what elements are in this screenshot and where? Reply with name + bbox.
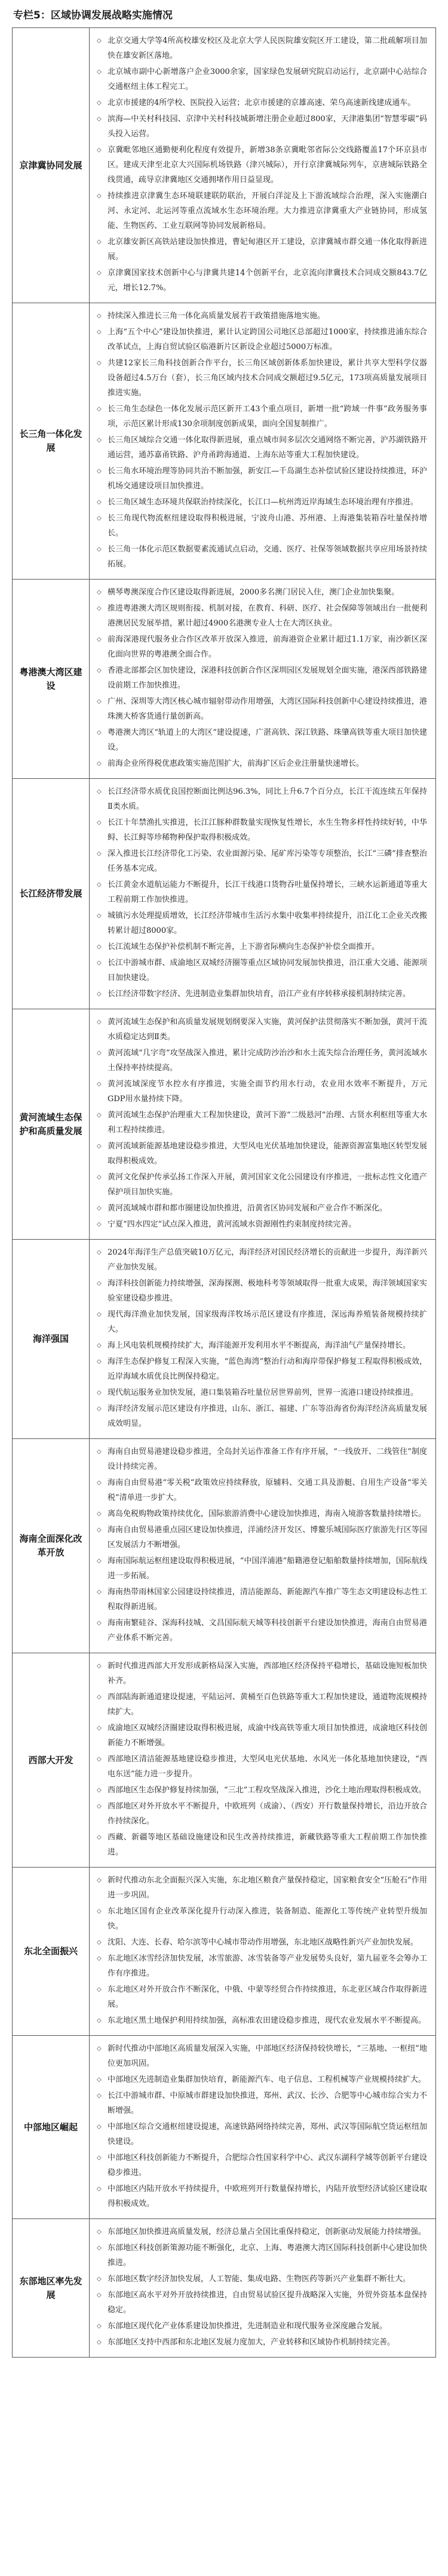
region-row [13, 1868, 436, 2036]
diamond-bullet-icon: ◇ [97, 960, 102, 966]
diamond-bullet-icon: ◇ [97, 1787, 102, 1794]
diamond-bullet-icon: ◇ [97, 1939, 102, 1946]
list-item [97, 1585, 427, 1614]
list-item [97, 64, 427, 94]
list-item [97, 1201, 427, 1216]
diamond-bullet-icon: ◇ [97, 546, 102, 553]
region-items [90, 2219, 436, 2358]
diamond-bullet-icon: ◇ [97, 515, 102, 522]
item-text: 上海“五个中心”建设加快推进，累计认定跨国公司地区总部超过1000家，持续推进浦东综合改革试点，上海自贸试验区临港新片区新设企业超过5000万标准。 [108, 328, 427, 352]
item-text: 东部地区加快推进高质量发展，经济总量占全国比重保持稳定，创新驱动发展能力持续增强。 [108, 2227, 426, 2236]
diamond-bullet-icon: ◇ [97, 2245, 102, 2251]
list-item [97, 1904, 427, 1934]
list-item [97, 464, 427, 494]
diamond-bullet-icon: ◇ [97, 313, 102, 319]
list-item [97, 1217, 427, 1232]
item-text: 长三角生态绿色一体化发展示范区新开工43个重点项目，新增一批“跨域一件事”政务服务事项，示范区累计形成130余项制度创新成果，面向全国复制推广。 [108, 405, 427, 429]
list-item [97, 309, 427, 323]
region-name: 海南全面深化改革开放 [13, 1439, 90, 1653]
item-text: 广州、深圳等大湾区核心城市辐射带动作用增强，大湾区国际科技创新中心建设持续推进，港珠澳大桥客货通行量创新高。 [108, 697, 427, 721]
diamond-bullet-icon: ◇ [97, 1174, 102, 1181]
diamond-bullet-icon: ◇ [97, 760, 102, 767]
list-item [97, 2288, 427, 2318]
item-text: 前海企业所得税优惠政策实施范围扩大，前海扩区后企业注册量快速增长。 [108, 759, 364, 768]
diamond-bullet-icon: ◇ [97, 69, 102, 75]
item-text: 中部地区综合交通枢纽建设提速，高速铁路网络持续完善，郑州、武汉等国际航空货运枢纽加快建设。 [108, 2122, 427, 2146]
item-text: 黄河流域生态保护治理重大工程加快建设，黄河下游“二级悬河”治理、古贤水利枢纽等重大水利工程持续推进。 [108, 1111, 427, 1135]
diamond-bullet-icon: ◇ [97, 819, 102, 826]
region-items [90, 28, 436, 303]
list-item [97, 2181, 427, 2211]
list-item [97, 694, 427, 724]
item-text: 长三角区域生态环境共保联治持续深化，长江口—杭州湾近岸海域生态环境治理有序推进。 [108, 498, 419, 507]
diamond-bullet-icon: ◇ [97, 193, 102, 199]
list-item [97, 1721, 427, 1751]
list-item [97, 956, 427, 985]
list-item [97, 1935, 427, 1950]
list-item [97, 1783, 427, 1798]
diamond-bullet-icon: ◇ [97, 1803, 102, 1810]
list-item [97, 1444, 427, 1474]
item-text: 海南自由贸易港建设稳步推进，全岛封关运作准备工作有序开展，“一线放开、二线管住”制度设计持续完善。 [108, 1447, 427, 1471]
diamond-bullet-icon: ◇ [97, 1221, 102, 1228]
item-text: 2024年海洋生产总值突破10万亿元，海洋经济对国民经济增长的贡献进一步提升，海洋新兴产业加快发展。 [108, 1248, 427, 1272]
item-text: 城镇污水处理提质增效，长江经济带城市生活污水集中收集率持续提升，沿江化工企业关改搬转累计超过8000家。 [108, 911, 427, 935]
region-items [90, 1009, 436, 1240]
item-text: 长江中游城市群、中原城市群建设加快推进，郑州、武汉、长沙、合肥等中心城市综合实力不断增强。 [108, 2091, 427, 2115]
list-item [97, 2150, 427, 2180]
diamond-bullet-icon: ◇ [97, 38, 102, 44]
diamond-bullet-icon: ◇ [97, 913, 102, 919]
diamond-bullet-icon: ◇ [97, 1449, 102, 1455]
item-text: 成渝地区双城经济圈建设取得积极进展，成渝中线高铁等重大项目加快推进，成渝地区科技创新能力不断增强。 [108, 1724, 427, 1748]
item-text: 长三角现代物流枢纽建设取得积极进展，宁波舟山港、苏州港、上海港集装箱吞吐量保持增长。 [108, 514, 427, 538]
region-items [90, 2036, 436, 2219]
list-item [97, 33, 427, 63]
diamond-bullet-icon: ◇ [97, 1143, 102, 1150]
diamond-bullet-icon: ◇ [97, 605, 102, 612]
item-text: 黄河文化保护传承弘扬工作深入开展，黄河国家文化公园建设有序推进，一批标志性文化遗产保护项目加快实施。 [108, 1173, 427, 1197]
diamond-bullet-icon: ◇ [97, 2229, 102, 2235]
item-text: 西部地区生态保护修复持续加强，“三北”工程攻坚战深入推进，沙化土地治理取得积极成效。 [108, 1786, 426, 1795]
region-row [13, 2036, 436, 2219]
list-item [97, 939, 427, 954]
list-item [97, 356, 427, 400]
diamond-bullet-icon: ◇ [97, 1589, 102, 1595]
list-item [97, 495, 427, 510]
list-item [97, 325, 427, 355]
item-text: 海南国际航运枢纽建设取得积极进展，“中国洋浦港”船籍港登记船舶数量持续增加，国际航线进一步拓展。 [108, 1557, 427, 1580]
diamond-bullet-icon: ◇ [97, 100, 102, 106]
item-text: 持续深入推进长三角一体化高质量发展若干政策措施落地实施。 [108, 312, 326, 321]
item-text: 长江经济带数字经济、先进制造业集群加快培育，沿江产业有序转移承接机制持续完善。 [108, 990, 411, 999]
item-text: 长三角区域综合交通一体化取得新进展，重点城市间多层次交通网络不断完善，沪苏湖铁路开通运营，通苏嘉甬铁路、沪舟甬跨海通道、上海东站等重大工程加快建设。 [108, 436, 427, 460]
region-items [90, 580, 436, 779]
list-item [97, 433, 427, 463]
diamond-bullet-icon: ◇ [97, 944, 102, 950]
item-text: 中部地区科技创新能力不断提升，合肥综合性国家科学中心、武汉东湖科学城等创新平台建设稳步推进。 [108, 2153, 427, 2177]
diamond-bullet-icon: ◇ [97, 667, 102, 674]
item-text: 中部地区内陆开放水平持续提升，中欧班列开行数量保持增长，内陆开放型经济试验区建设取得积极成效。 [108, 2184, 427, 2208]
diamond-bullet-icon: ◇ [97, 2045, 102, 2052]
list-item [97, 1401, 427, 1431]
list-item [97, 1523, 427, 1552]
region-row [13, 1439, 436, 1653]
region-name: 长江经济带发展 [13, 779, 90, 1009]
list-item [97, 1338, 427, 1353]
item-text: 滨海—中关村科技园、京津中关村科技城新增注册企业超过800家，天津港集团“智慧零碳”码头投入运营。 [108, 115, 427, 138]
region-name: 粤港澳大湾区建设 [13, 580, 90, 779]
item-text: 沈阳、大连、长春、哈尔滨等中心城市带动作用增强，东北地区战略性新兴产业加快发展。 [108, 1938, 419, 1947]
diamond-bullet-icon: ◇ [97, 2323, 102, 2330]
item-text: 东北地区冰雪经济加快发展，冰雪旅游、冰雪装备等产业发展势头良好，第九届亚冬会筹办工作有序推进。 [108, 1954, 427, 1978]
list-item [97, 1475, 427, 1505]
item-text: 海洋科技创新能力持续增强，深海探测、极地科考等领域取得一批重大成果，海洋领域国家实验室建设稳步推进。 [108, 1279, 427, 1303]
diamond-bullet-icon: ◇ [97, 239, 102, 245]
diamond-bullet-icon: ◇ [97, 147, 102, 153]
item-text: 东北地区国有企业改革深化提升行动深入推进，装备制造、能源化工等传统产业转型升级加快。 [108, 1907, 427, 1931]
diamond-bullet-icon: ◇ [97, 1358, 102, 1365]
diamond-bullet-icon: ◇ [97, 1663, 102, 1669]
diamond-bullet-icon: ◇ [97, 1756, 102, 1762]
list-item [97, 2013, 427, 2028]
list-item [97, 1830, 427, 1860]
list-item [97, 1077, 427, 1107]
diamond-bullet-icon: ◇ [97, 589, 102, 596]
list-item [97, 1690, 427, 1720]
region-items [90, 1439, 436, 1653]
list-item [97, 2241, 427, 2270]
list-item [97, 987, 427, 1002]
diamond-bullet-icon: ◇ [97, 1527, 102, 1533]
list-item [97, 511, 427, 541]
item-text: 东部地区现代化产业体系建设加快推进，先进制造业和现代服务业深度融合发展。 [108, 2322, 388, 2331]
diamond-bullet-icon: ◇ [97, 1406, 102, 1412]
item-text: 长三角一体化示范区数据要素流通试点启动，交通、医疗、社保等领域数据共享应用场景持续拓展。 [108, 545, 427, 569]
item-text: 海南南繁硅谷、深海科技城、文昌国际航天城等科技创新平台建设加快推进，海南自由贸易港产业体系不断完善。 [108, 1619, 427, 1643]
item-text: 京津冀国家技术创新中心与津冀共建14个创新平台，北京流向津冀技术合同成交额843.7亿元，增长12.7%。 [108, 269, 427, 292]
diamond-bullet-icon: ◇ [97, 437, 102, 443]
diamond-bullet-icon: ◇ [97, 882, 102, 888]
diamond-bullet-icon: ◇ [97, 1205, 102, 1212]
item-text: 北京市援建的4所学校、医院投入运营；北京市援建的京雄高速、荣乌高速新线建成通车。 [108, 98, 416, 107]
list-item [97, 1799, 427, 1829]
list-item [97, 756, 427, 771]
item-text: 西部陆海新通道建设提速，平陆运河、黄桶至百色铁路等重大工程加快建设，通道物流规模持续扩大。 [108, 1693, 427, 1717]
list-item [97, 2319, 427, 2334]
region-row [13, 580, 436, 779]
item-text: 离岛免税购物政策持续优化，国际旅游消费中心建设加快推进，海南入境游客数量持续增长。 [108, 1509, 426, 1518]
list-item [97, 2072, 427, 2087]
diamond-bullet-icon: ◇ [97, 2155, 102, 2161]
diamond-bullet-icon: ◇ [97, 270, 102, 276]
item-text: 长江经济带水质优良国控断面比例达96.3%，同比上升6.7个百分点，长江干流连续五年保持Ⅱ类水质。 [108, 787, 427, 811]
item-text: 黄河流域深度节水控水有序推进，实施全面节约用水行动，农业用水效率不断提升，万元GDP用水量持续下降。 [108, 1080, 427, 1104]
region-row [13, 28, 436, 303]
item-text: 海上风电装机规模持续扩大，海洋能源开发利用水平不断提高，海洋油气产量保持增长。 [108, 1341, 411, 1350]
list-item [97, 143, 427, 187]
diamond-bullet-icon: ◇ [97, 2292, 102, 2298]
item-text: 海南自由贸易港“零关税”政策效应持续释放，原辅料、交通工具及游艇、自用生产设备“零关税”清单进一步扩大。 [108, 1478, 427, 1502]
item-text: 东部地区支持中西部和东北地区发展力度加大，产业转移和区域协作机制持续完善。 [108, 2338, 395, 2347]
diamond-bullet-icon: ◇ [97, 2186, 102, 2192]
item-text: 海洋经济发展示范区建设有序推进，山东、浙江、福建、广东等沿海省份海洋经济高质量发展成效明显。 [108, 1404, 427, 1428]
item-text: 北京交通大学等4所高校雄安校区及北京大学人民医院雄安院区开工建设，第二批疏解项目加快在雄安新区落地。 [108, 36, 427, 60]
diamond-bullet-icon: ◇ [97, 1986, 102, 1993]
list-item [97, 1752, 427, 1782]
list-item [97, 632, 427, 662]
item-text: 黄河流域城市群和都市圈建设加快推进，沿黄省区协同发展和产业合作不断深化。 [108, 1204, 388, 1213]
item-text: 西部地区清洁能源基地建设稳步推进，大型风电光伏基地、水风光一体化基地加快建设，“西电东送”能力进一步提升。 [108, 1755, 427, 1779]
diamond-bullet-icon: ◇ [97, 1834, 102, 1841]
diamond-bullet-icon: ◇ [97, 1511, 102, 1517]
list-item [97, 402, 427, 432]
diamond-bullet-icon: ◇ [97, 2124, 102, 2130]
diamond-bullet-icon: ◇ [97, 1019, 102, 1025]
item-text: 海洋生态保护修复工程深入实施，“蓝色海湾”整治行动和海岸带保护修复工程取得积极成效，近岸海域水质优良比例保持稳定。 [108, 1357, 427, 1381]
item-text: 宁夏“四水四定”试点深入推进，黄河流域水资源刚性约束制度持续完善。 [108, 1220, 357, 1229]
diamond-bullet-icon: ◇ [97, 1725, 102, 1731]
list-item [97, 235, 427, 264]
diamond-bullet-icon: ◇ [97, 636, 102, 643]
list-item [97, 1170, 427, 1200]
diamond-bullet-icon: ◇ [97, 1694, 102, 1700]
list-item [97, 542, 427, 572]
list-item [97, 1873, 427, 1903]
region-row [13, 1240, 436, 1439]
list-item [97, 1046, 427, 1076]
item-text: 东部地区数字经济加快发展，人工智能、集成电路、生物医药等新兴产业集群不断壮大。 [108, 2275, 411, 2284]
list-item [97, 1506, 427, 1521]
region-items [90, 779, 436, 1009]
region-items [90, 303, 436, 580]
list-item [97, 877, 427, 907]
region-name: 京津冀协同发展 [13, 28, 90, 303]
item-text: 中部地区先进制造业集群加快培育，新能源汽车、电子信息、工程机械等产业规模持续扩大。 [108, 2075, 426, 2084]
diamond-bullet-icon: ◇ [97, 1280, 102, 1287]
list-item [97, 1659, 427, 1688]
region-name: 海洋强国 [13, 1240, 90, 1439]
list-item [97, 908, 427, 938]
list-item [97, 95, 427, 110]
diamond-bullet-icon: ◇ [97, 788, 102, 795]
item-text: 新时代推进西部大开发形成新格局深入实施，西部地区经济保持平稳增长，基础设施短板加快补齐。 [108, 1662, 427, 1686]
diamond-bullet-icon: ◇ [97, 499, 102, 506]
diamond-bullet-icon: ◇ [97, 360, 102, 366]
item-text: 新时代推动东北全面振兴深入实施，东北地区粮食产量保持稳定，国家粮食安全“压舱石”作用进一步巩固。 [108, 1876, 427, 1900]
list-item [97, 1982, 427, 2012]
item-text: 东部地区高水平对外开放持续推进，自由贸易试验区提升战略深入实施，外贸外资基本盘保持稳定。 [108, 2291, 427, 2315]
list-item [97, 1616, 427, 1646]
item-text: 推进粤港澳大湾区规则衔接、机制对接，在教育、科研、医疗、社会保障等领域出台一批便利港澳居民发展举措，累计超过4900名港澳专业人士在大湾区执业。 [108, 604, 427, 628]
list-item [97, 1385, 427, 1400]
diamond-bullet-icon: ◇ [97, 1342, 102, 1349]
diamond-bullet-icon: ◇ [97, 1480, 102, 1486]
diamond-bullet-icon: ◇ [97, 2339, 102, 2346]
region-row [13, 1653, 436, 1868]
item-text: 北京城市副中心新增落户企业3000余家，国家绿色发展研究院启动运行，北京副中心站综合交通枢纽主体工程完工。 [108, 67, 427, 91]
list-item [97, 1554, 427, 1583]
list-item [97, 815, 427, 845]
diamond-bullet-icon: ◇ [97, 1311, 102, 1318]
item-text: 长三角水环境治理等协同共治不断加强，新安江—千岛湖生态补偿试验区建设持续推进，环沪机场交通建设项目加快推进。 [108, 467, 427, 491]
list-item [97, 2335, 427, 2350]
region-row [13, 303, 436, 580]
list-item [97, 1354, 427, 1384]
diamond-bullet-icon: ◇ [97, 116, 102, 122]
item-text: 粤港澳大湾区“轨道上的大湾区”建设提速，广湛高铁、深江铁路、珠肇高铁等重大项目加快建设。 [108, 728, 427, 752]
region-items [90, 1653, 436, 1868]
diamond-bullet-icon: ◇ [97, 1050, 102, 1056]
list-item [97, 1245, 427, 1275]
region-items [90, 1868, 436, 2036]
list-item [97, 663, 427, 693]
item-text: 海南自由贸易港重点园区建设加快推进，洋浦经济开发区、博鳌乐城国际医疗旅游先行区等园区发展活力不断增强。 [108, 1526, 427, 1549]
list-item [97, 2041, 427, 2071]
diamond-bullet-icon: ◇ [97, 1389, 102, 1396]
item-text: 前海深港现代服务业合作区改革开放深入推进，前海港资企业累计超过1.1万家，南沙新区深化面向世界的粤港澳全面合作。 [108, 635, 427, 659]
list-item [97, 2088, 427, 2118]
list-item [97, 1015, 427, 1044]
region-name: 东部地区率先发展 [13, 2219, 90, 2358]
list-item [97, 1139, 427, 1169]
region-name: 中部地区崛起 [13, 2036, 90, 2219]
item-text: 深入推进长江经济带化工污染、农业面源污染、尾矿库污染等专项整治，长江“三磷”排查整治任务基本完成。 [108, 849, 427, 873]
diamond-bullet-icon: ◇ [97, 1620, 102, 1626]
diamond-bullet-icon: ◇ [97, 1877, 102, 1884]
item-text: 现代航运服务业加快发展，港口集装箱吞吐量位居世界前列，世界一流港口建设持续推进。 [108, 1388, 419, 1397]
regions-body [13, 28, 436, 2358]
region-name: 长三角一体化发展 [13, 303, 90, 580]
region-name: 东北全面振兴 [13, 1868, 90, 2036]
diamond-bullet-icon: ◇ [97, 2093, 102, 2099]
diamond-bullet-icon: ◇ [97, 1558, 102, 1564]
list-item [97, 2224, 427, 2239]
item-text: 长江黄金水道航运能力不断提升，长江干线港口货物吞吐量保持增长，三峡水运新通道等重大工程前期工作加快推进。 [108, 880, 427, 904]
list-item [97, 2272, 427, 2287]
item-text: 西藏、新疆等地区基础设施建设和民生改善持续推进，新藏铁路等重大工程前期工作加快推进。 [108, 1833, 427, 1857]
page-title: 专栏5：区域协调发展战略实施情况 [13, 9, 173, 21]
diamond-bullet-icon: ◇ [97, 1249, 102, 1256]
item-text: 东部地区科技创新策源功能不断强化，北京、上海、粤港澳大湾区国际科技创新中心建设加快推进。 [108, 2244, 427, 2267]
item-text: 海南热带雨林国家公园建设持续推进，清洁能源岛、新能源汽车推广等生态文明建设标志性工程取得新进展。 [108, 1588, 427, 1611]
region-row [13, 2219, 436, 2358]
region-row [13, 779, 436, 1009]
item-text: 共建12家长三角科技创新合作平台，长三角区域创新体系加快建设，累计共享大型科学仪器设备超过4.5万台（套），长三角区域内技术合同成交额超过9.5亿元，173项高质量发展项目推进实施。 [108, 359, 427, 398]
list-item [97, 1951, 427, 1981]
item-text: 东北地区对外开放合作不断深化，中俄、中蒙等经贸合作持续推进，东北亚区域合作取得新进展。 [108, 1985, 427, 2009]
item-text: 黄河流域“几字弯”攻坚战深入推进，累计完成防沙治沙和水土流失综合治理任务，黄河流域水土保持率持续提高。 [108, 1049, 427, 1073]
region-name: 黄河流域生态保护和高质量发展 [13, 1009, 90, 1240]
diamond-bullet-icon: ◇ [97, 729, 102, 736]
list-item [97, 189, 427, 233]
diamond-bullet-icon: ◇ [97, 1112, 102, 1118]
item-text: 北京雄安新区高铁站建设加快推进，曹妃甸港区开工建设，京津冀城市群交通一体化取得新进展。 [108, 238, 427, 261]
list-item [97, 846, 427, 876]
item-text: 香港北部都会区加快建设，深港科技创新合作区深圳园区发展规划全面实施，港深西部铁路建设前期工作加快推进。 [108, 666, 427, 690]
item-text: 长江中游城市群、成渝地区双城经济圈等重点区域协同发展加快推进，沿江重大交通、能源项目加快建设。 [108, 959, 427, 982]
item-text: 持续推进京津冀生态环境联建联防联治，开展白洋淀及上下游流域综合治理，深入实施潮白河、永定河、北运河等重点流域水生态环境治理。大力推进京津冀重大产业链协同，形成氢能、生物医药、工业互联网等协同发展新格局。 [108, 192, 427, 230]
item-text: 长江流域生态保护补偿机制不断完善，上下游省际横向生态保护补偿全面推开。 [108, 942, 380, 951]
list-item [97, 1276, 427, 1306]
region-row [13, 1009, 436, 1240]
list-item [97, 585, 427, 600]
list-item [97, 1307, 427, 1337]
diamond-bullet-icon: ◇ [97, 1081, 102, 1087]
diamond-bullet-icon: ◇ [97, 698, 102, 705]
region-items [90, 1240, 436, 1439]
diamond-bullet-icon: ◇ [97, 991, 102, 997]
regions-table [12, 27, 436, 2358]
diamond-bullet-icon: ◇ [97, 329, 102, 335]
list-item [97, 2119, 427, 2149]
list-item [97, 784, 427, 814]
diamond-bullet-icon: ◇ [97, 2017, 102, 2024]
item-text: 黄河流域新能源基地建设稳步推进，大型风电光伏基地加快建设，能源资源富集地区转型发展取得积极成效。 [108, 1142, 427, 1166]
list-item [97, 266, 427, 295]
diamond-bullet-icon: ◇ [97, 1955, 102, 1962]
item-text: 东北地区黑土地保护利用持续加强，高标准农田建设稳步推进，现代农业发展水平不断提高。 [108, 2016, 426, 2025]
list-item [97, 725, 427, 755]
diamond-bullet-icon: ◇ [97, 1908, 102, 1915]
item-text: 横琴粤澳深度合作区建设取得新进展，2000多名澳门居民入住，澳门企业加快集聚。 [108, 588, 400, 597]
list-item [97, 1108, 427, 1138]
item-text: 西部地区对外开放水平不断提升，中欧班列（成渝）、（西安）开行数量保持增长，沿边开放合作持续深化。 [108, 1802, 427, 1826]
item-text: 京冀毗邻地区通勤便利化程度有效提升，新增38条京冀毗邻省际公交线路覆盖17个环京县市区。建成天津至北京大兴国际机场铁路（津兴城际），开行京津冀城际列车，京唐城际铁路全线贯通，疏导京津冀地区交通拥堵作用日益显现。 [108, 146, 427, 184]
item-text: 现代海洋渔业加快发展，国家级海洋牧场示范区建设有序推进，深远海养殖装备规模持续扩大。 [108, 1310, 427, 1334]
list-item [97, 601, 427, 631]
diamond-bullet-icon: ◇ [97, 851, 102, 857]
diamond-bullet-icon: ◇ [97, 2076, 102, 2083]
item-text: 黄河流域生态保护和高质量发展规划纲要深入实施，黄河保护法贯彻落实不断加强，黄河干流水质稳定达到Ⅱ类。 [108, 1018, 427, 1042]
item-text: 新时代推动中部地区高质量发展深入实施，中部地区经济保持较快增长，“三基地、一枢纽”地位更加巩固。 [108, 2044, 427, 2068]
diamond-bullet-icon: ◇ [97, 2276, 102, 2282]
region-name: 西部大开发 [13, 1653, 90, 1868]
diamond-bullet-icon: ◇ [97, 468, 102, 474]
diamond-bullet-icon: ◇ [97, 406, 102, 412]
list-item [97, 112, 427, 141]
item-text: 长江十年禁渔扎实推进，长江江豚种群数量实现恢复性增长，水生生物多样性持续好转，中华鲟、长江鲟等珍稀物种保护取得积极成效。 [108, 818, 427, 842]
